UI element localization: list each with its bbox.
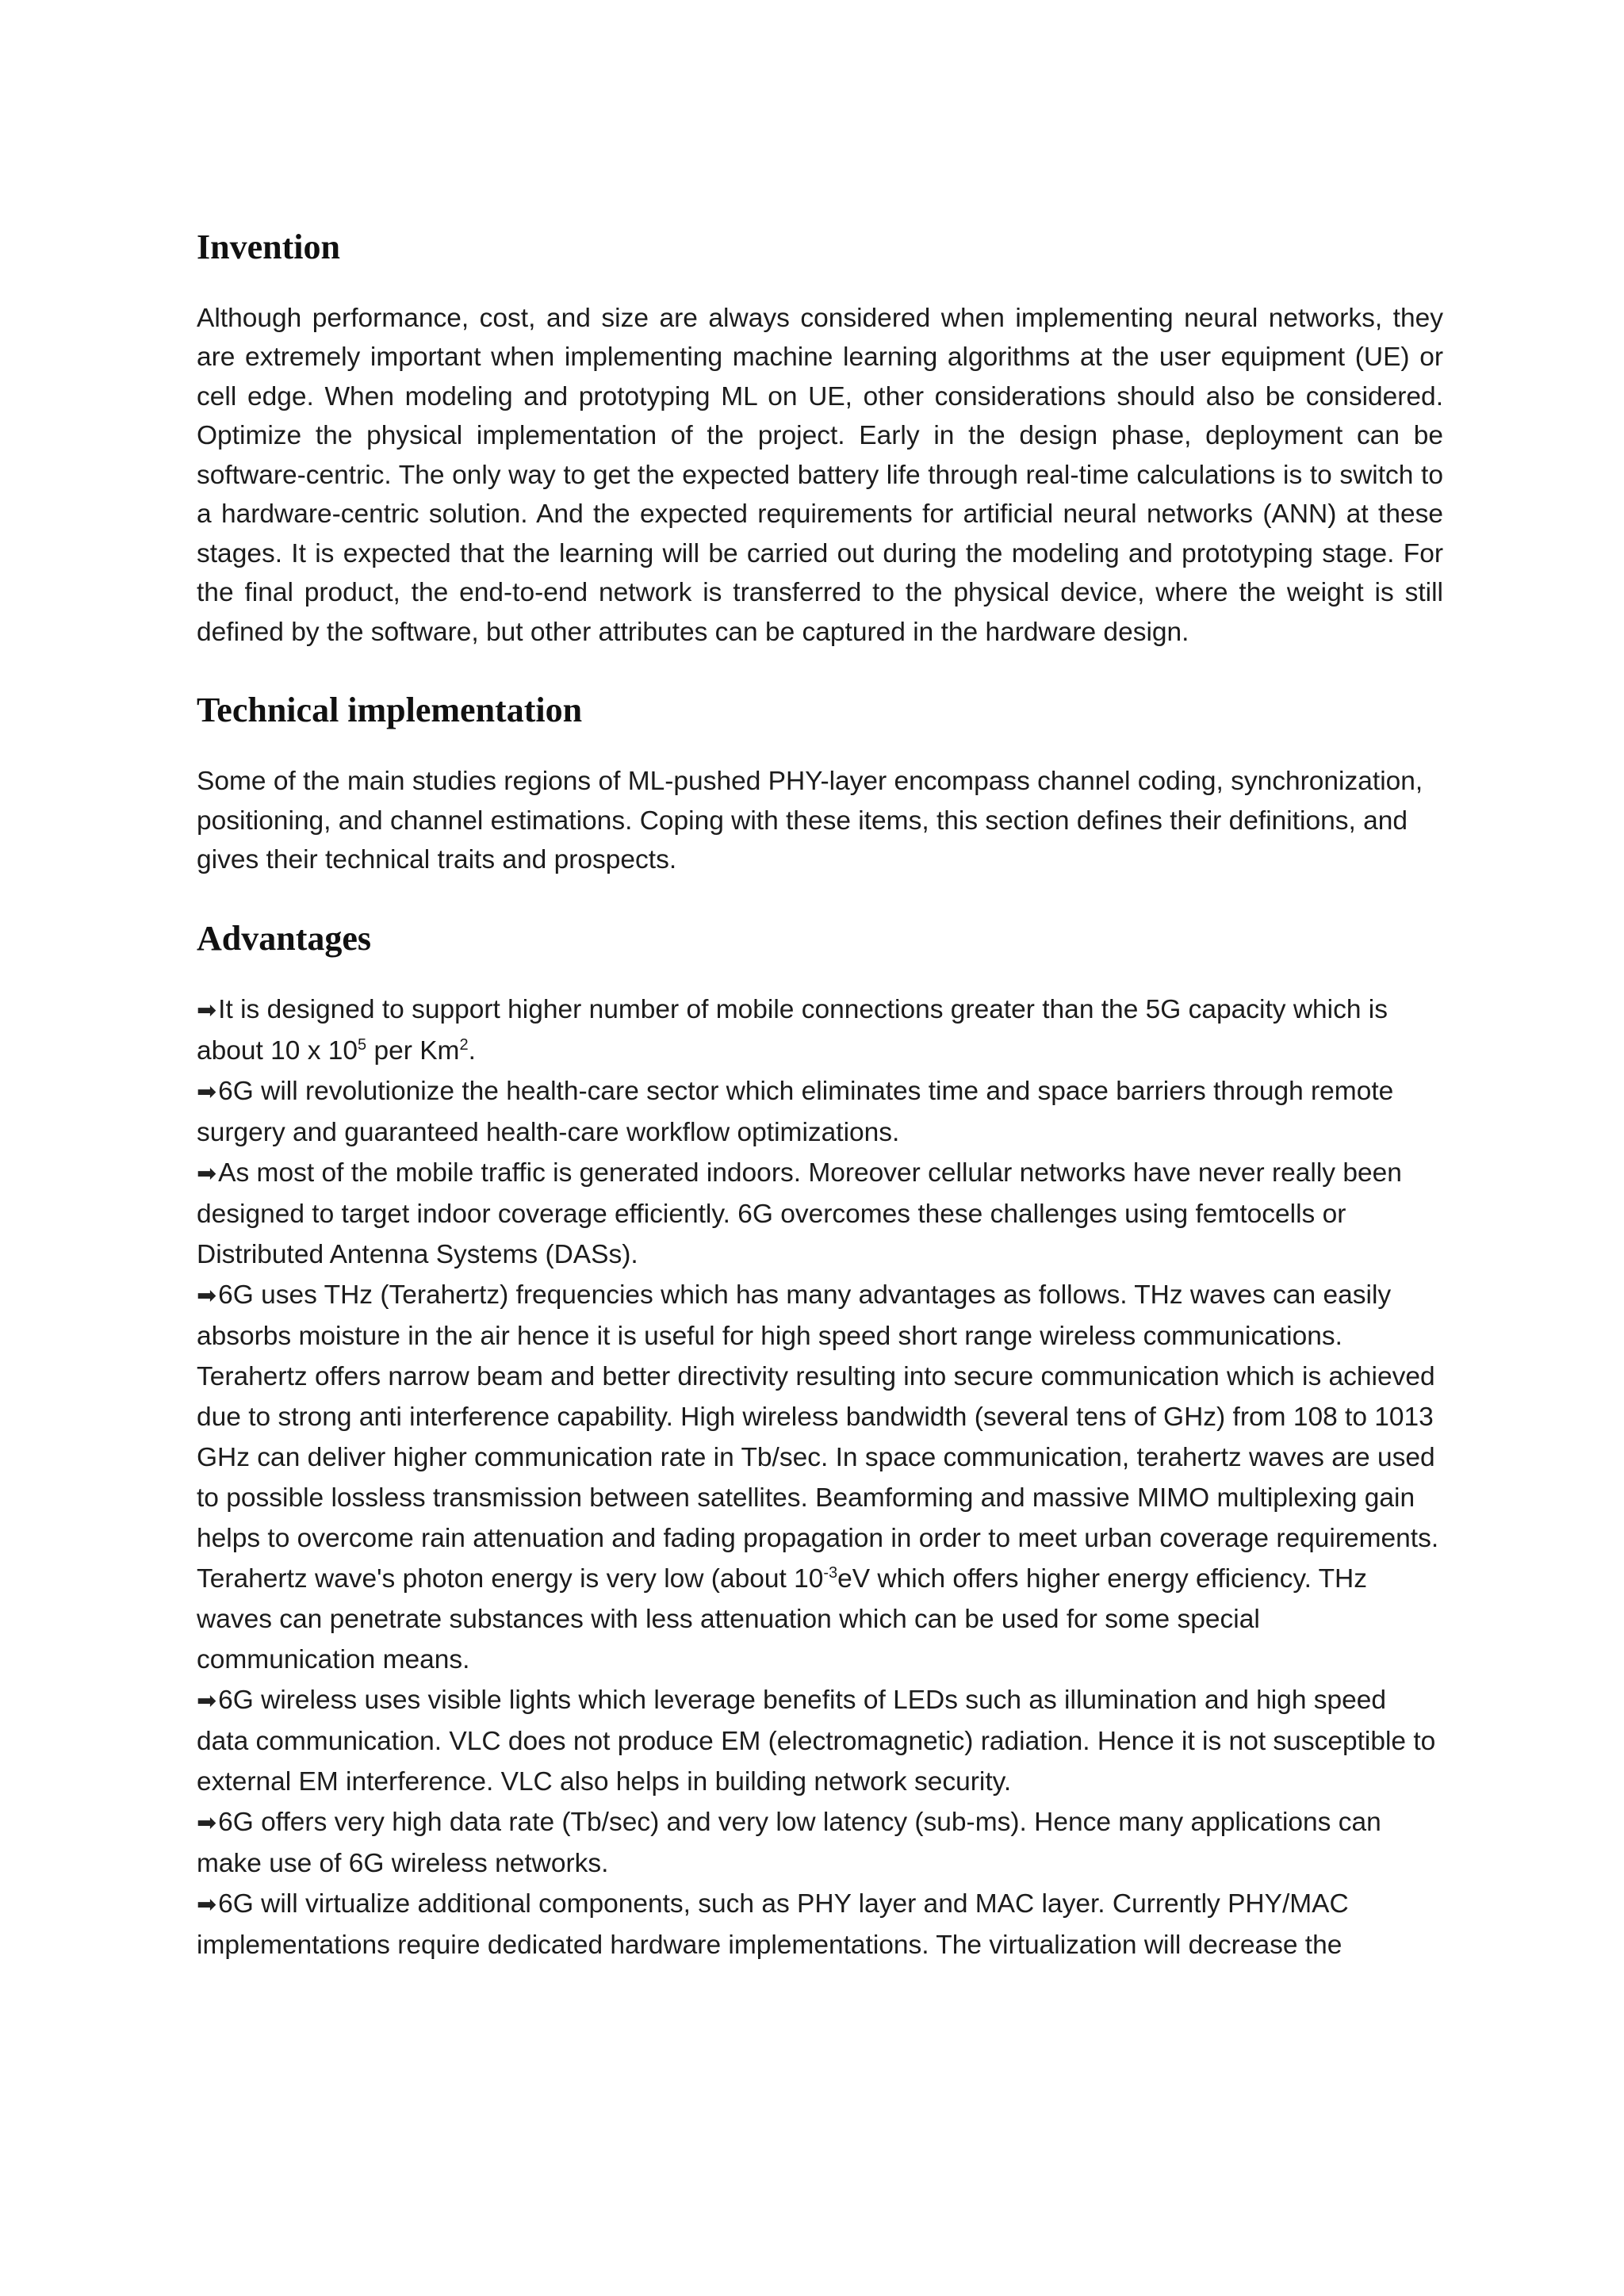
advantage-item-7 xyxy=(197,1884,1443,1965)
technical-heading: Technical implementation xyxy=(197,691,583,730)
invention-heading: Invention xyxy=(197,228,340,266)
advantage-item-6 xyxy=(197,1802,1443,1884)
invention-paragraph: Although performance, cost, and size are always considered when implementing neural networks, they are extremely important when implementing machine learning algorithms at the user equipment (UE) or cell edge. When modeling and prototyping ML on UE, other considerations should also be considered. Optimize the physical implementation of the project. Early in the design phase, deployment can be software-centric. The only way to get the expected battery life through real-time calculations is to switch to a hardware-centric solution. And the expected requirements for artificial neural networks (ANN) at these stages. It is expected that the learning will be carried out during the modeling and prototyping stage. For the final product, the end-to-end network is transferred to the physical device, where the weight is still defined by the software, but other attributes can be captured in the hardware design. xyxy=(197,303,1443,647)
arrow-right-icon: ➡ xyxy=(197,1687,217,1716)
advantage-1-text-a: It is designed to support higher number of mobile connections greater than the 5G capacity which is about 10 x 10 xyxy=(197,995,1388,1066)
advantages-section xyxy=(197,918,1443,1966)
arrow-right-icon: ➡ xyxy=(197,1078,217,1107)
advantage-7-text: 6G will virtualize additional components, such as PHY layer and MAC layer. Currently PHY/MAC implementations require dedicated hardware implementations. The virtualization will decrease the xyxy=(197,1889,1349,1961)
arrow-right-icon: ➡ xyxy=(197,1160,217,1188)
advantage-4-text-b: eV which offers higher energy efficiency. THz waves can penetrate substances with less attenuation which can be used for some special communication means. xyxy=(197,1564,1367,1675)
technical-section xyxy=(197,690,1443,879)
technical-paragraph: Some of the main studies regions of ML-pushed PHY-layer encompass channel coding, synchronization, positioning, and channel estimations. Coping with these items, this section defines their definitions, and gives their technical traits and prospects. xyxy=(197,767,1423,875)
advantage-5-text: 6G wireless uses visible lights which leverage benefits of LEDs such as illumination and high speed data communication. VLC does not produce EM (electromagnetic) radiation. Hence it is not susceptible to external EM interference. VLC also helps in building network security. xyxy=(197,1686,1436,1797)
arrow-right-icon: ➡ xyxy=(197,1891,217,1919)
advantage-3-text: As most of the mobile traffic is generated indoors. Moreover cellular networks have never really been designed to target indoor coverage efficiently. 6G overcomes these challenges using femtocells or Distributed Antenna Systems (DASs). xyxy=(197,1158,1402,1270)
advantage-4-sup-a: -3 xyxy=(823,1564,838,1582)
advantage-1-text-b: per Km xyxy=(366,1036,460,1066)
advantage-1-text-c: . xyxy=(468,1036,476,1066)
advantage-1-sup-a: 5 xyxy=(358,1036,367,1054)
arrow-right-icon: ➡ xyxy=(197,1809,217,1838)
arrow-right-icon: ➡ xyxy=(197,997,217,1025)
advantages-heading: Advantages xyxy=(197,918,372,958)
invention-section xyxy=(197,227,1443,652)
advantage-item-4 xyxy=(197,1275,1443,1680)
advantage-2-text: 6G will revolutionize the health-care sector which eliminates time and space barriers through remote surgery and guaranteed health-care workflow optimizations. xyxy=(197,1077,1394,1148)
advantage-item-5 xyxy=(197,1680,1443,1802)
document-page xyxy=(197,227,1443,2003)
advantage-6-text: 6G offers very high data rate (Tb/sec) and very low latency (sub-ms). Hence many applications can make use of 6G wireless networks. xyxy=(197,1808,1381,1879)
advantage-4-text-a: 6G uses THz (Terahertz) frequencies which has many advantages as follows. THz waves can easily absorbs moisture in the air hence it is useful for high speed short range wireless communications. Terahertz offers narrow beam and better directivity resulting into secure communication which is achieved due to strong anti interference capability. High wireless bandwidth (several tens of GHz) from 108 to 1013 GHz can deliver higher communication rate in Tb/sec. In space communication, terahertz waves are used to possible lossless transmission between satellites. Beamforming and massive MIMO multiplexing gain helps to overcome rain attenuation and fading propagation in order to meet urban coverage requirements. Terahertz wave's photon energy is very low (about 10 xyxy=(197,1280,1439,1594)
advantage-1-sup-b: 2 xyxy=(459,1036,469,1054)
arrow-right-icon: ➡ xyxy=(197,1282,217,1311)
advantage-item-1 xyxy=(197,989,1443,1071)
advantage-item-3 xyxy=(197,1153,1443,1275)
advantage-item-2 xyxy=(197,1071,1443,1153)
